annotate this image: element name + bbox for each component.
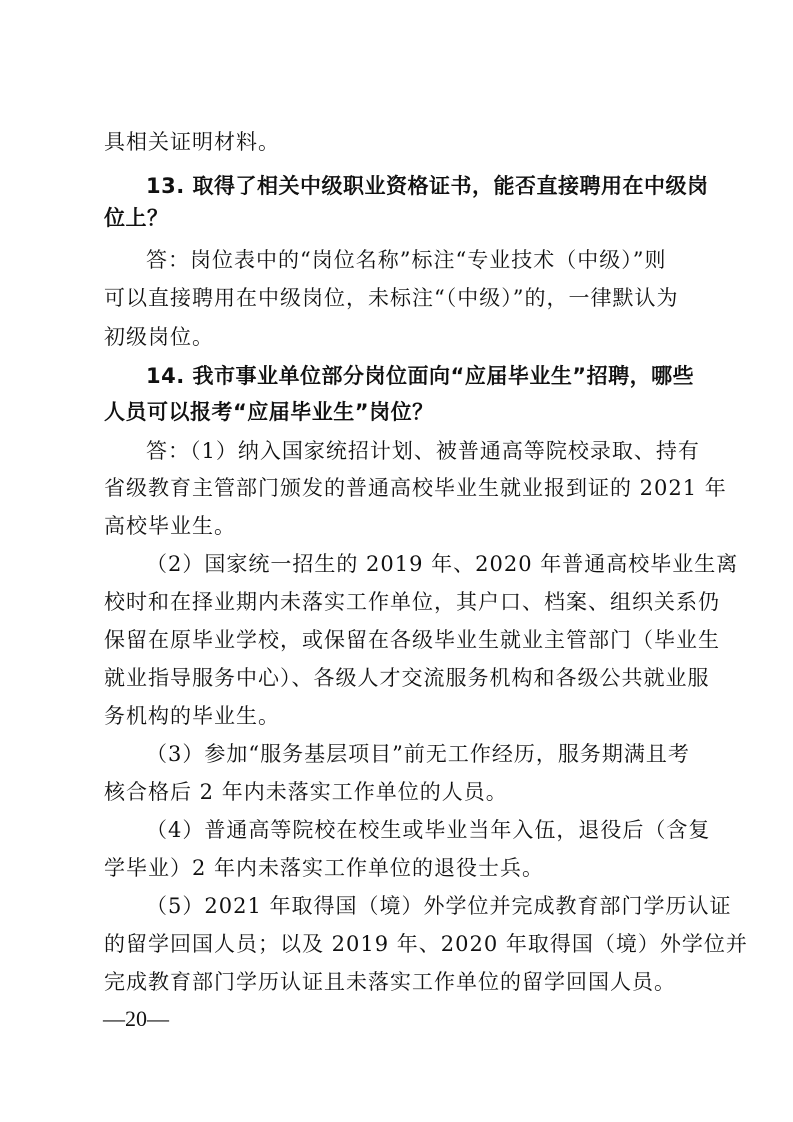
text-line: 高校毕业生。 (104, 514, 236, 538)
text-line: （4）普通高等院校在校生或毕业当年入伍，退役后（含复 (146, 818, 711, 842)
text-line: 省级教育主管部门颁发的普通高校毕业生就业报到证的 2021 年 (104, 476, 727, 500)
text-line: 的留学回国人员；以及 2019 年、2020 年取得国（境）外学位并 (104, 932, 748, 956)
text-line: 就业指导服务中心）、各级人才交流服务机构和各级公共就业服 (104, 666, 710, 690)
text-line: 答：岗位表中的“岗位名称”标注“专业技术（中级）”则 (146, 248, 667, 272)
question-14-line-2: 人员可以报考“应届毕业生”岗位？ (104, 400, 434, 424)
question-13-line-2: 位上？ (104, 206, 169, 230)
text-line: （2）国家统一招生的 2019 年、2020 年普通高校毕业生离 (146, 552, 739, 576)
text-line: （5）2021 年取得国（境）外学位并完成教育部门学历认证 (146, 894, 732, 918)
text-line: 完成教育部门学历认证且未落实工作单位的留学回国人员。 (104, 970, 676, 994)
text-line: 学毕业）2 年内未落实工作单位的退役士兵。 (104, 856, 545, 880)
text-line: （3）参加“服务基层项目”前无工作经历，服务期满且考 (146, 742, 690, 766)
text-line: 务机构的毕业生。 (104, 704, 280, 728)
text-line: 核合格后 2 年内未落实工作单位的人员。 (104, 780, 508, 804)
text-line: 初级岗位。 (104, 325, 214, 349)
text-line: 可以直接聘用在中级岗位，未标注“（中级）”的，一律默认为 (104, 286, 679, 310)
text-line: 校时和在择业期内未落实工作单位，其户口、档案、组织关系仍 (104, 590, 720, 614)
text-line: 答：（1）纳入国家统招计划、被普通高等院校录取、持有 (146, 439, 700, 463)
page-number: —20— (103, 1006, 169, 1031)
question-14-line-1: 14. 我市事业单位部分岗位面向“应届毕业生”招聘，哪些 (146, 364, 695, 388)
question-13-line-1: 13. 取得了相关中级职业资格证书，能否直接聘用在中级岗 (146, 174, 709, 198)
text-line: 保留在原毕业学校，或保留在各级毕业生就业主管部门（毕业生 (104, 628, 720, 652)
text-line: 具相关证明材料。 (104, 130, 280, 154)
